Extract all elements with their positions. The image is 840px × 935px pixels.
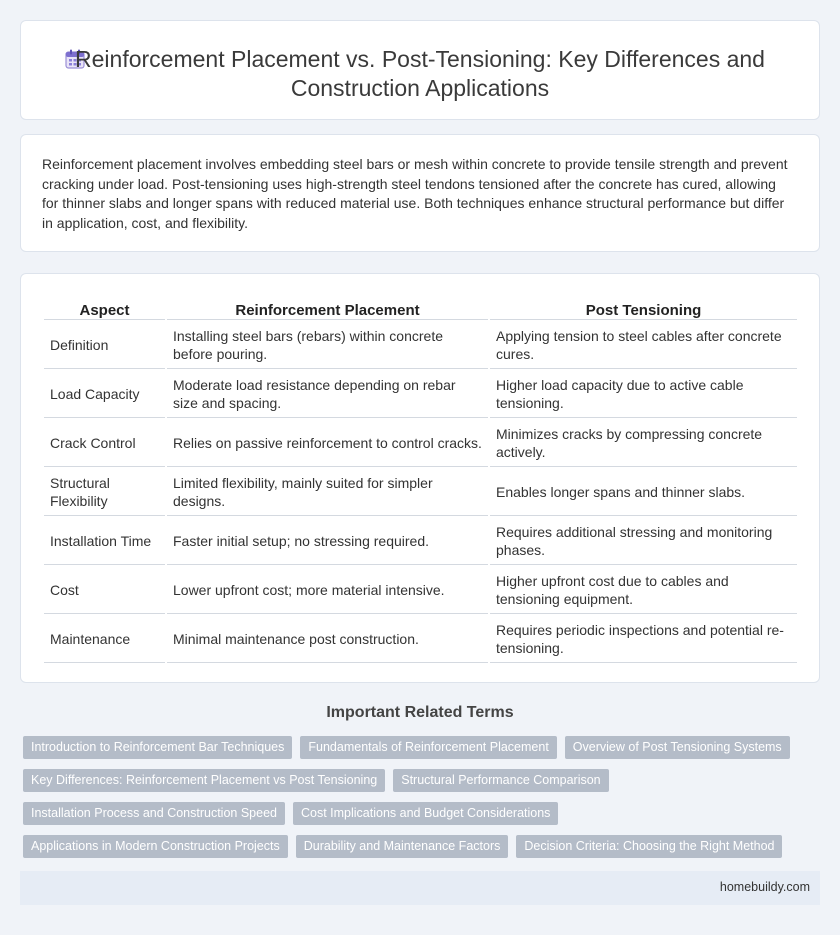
cell-reinforcement: Relies on passive reinforcement to control cracks. (167, 420, 488, 467)
table-row (44, 371, 797, 418)
related-term-tag[interactable]: Key Differences: Reinforcement Placement vs Post Tensioning (23, 769, 385, 792)
related-term-tag[interactable]: Introduction to Reinforcement Bar Techniques (23, 736, 292, 759)
cell-aspect: Installation Time (44, 518, 165, 565)
table-row (44, 518, 797, 565)
related-term-tag[interactable]: Overview of Post Tensioning Systems (565, 736, 790, 759)
header-post-tensioning: Post Tensioning (490, 298, 797, 320)
related-terms-list (23, 736, 813, 858)
header-card (20, 20, 820, 120)
related-term-tag[interactable]: Durability and Maintenance Factors (296, 835, 509, 858)
table-row (44, 567, 797, 614)
related-terms-title: Important Related Terms (326, 704, 514, 721)
cell-aspect: Crack Control (44, 420, 165, 467)
cell-post-tensioning: Enables longer spans and thinner slabs. (490, 469, 797, 516)
table-row (44, 420, 797, 467)
cell-post-tensioning: Higher load capacity due to active cable tensioning. (490, 371, 797, 418)
cell-reinforcement: Minimal maintenance post construction. (167, 616, 488, 663)
cell-aspect: Structural Flexibility (44, 469, 165, 516)
table-header-row (44, 298, 797, 320)
related-term-tag[interactable]: Installation Process and Construction Speed (23, 802, 285, 825)
cell-reinforcement: Lower upfront cost; more material intensive. (167, 567, 488, 614)
related-term-tag[interactable]: Fundamentals of Reinforcement Placement (300, 736, 556, 759)
comparison-card (20, 273, 820, 683)
table-row (44, 616, 797, 663)
intro-paragraph: Reinforcement placement involves embedding steel bars or mesh within concrete to provide tensile strength and prevent cracking under load. Post-tensioning uses high-strength steel tendons tensioned after the concrete has cured, allowing for thinner slabs and longer spans with reduced material use. Both techniques enhance structural performance but differ in application, cost, and flexibility. (42, 156, 788, 231)
cell-post-tensioning: Applying tension to steel cables after concrete cures. (490, 322, 797, 369)
cell-post-tensioning: Higher upfront cost due to cables and tensioning equipment. (490, 567, 797, 614)
cell-aspect: Maintenance (44, 616, 165, 663)
header-reinforcement: Reinforcement Placement (167, 298, 488, 320)
cell-aspect: Definition (44, 322, 165, 369)
intro-card (20, 134, 820, 252)
related-term-tag[interactable]: Cost Implications and Budget Considerations (293, 802, 558, 825)
cell-reinforcement: Faster initial setup; no stressing required. (167, 518, 488, 565)
cell-aspect: Load Capacity (44, 371, 165, 418)
cell-post-tensioning: Requires additional stressing and monitoring phases. (490, 518, 797, 565)
cell-reinforcement: Installing steel bars (rebars) within concrete before pouring. (167, 322, 488, 369)
cell-post-tensioning: Minimizes cracks by compressing concrete actively. (490, 420, 797, 467)
header-aspect: Aspect (44, 298, 165, 320)
cell-reinforcement: Moderate load resistance depending on rebar size and spacing. (167, 371, 488, 418)
table-row (44, 469, 797, 516)
comparison-table (42, 296, 799, 665)
footer-site-link[interactable]: homebuildy.com (719, 880, 810, 894)
footer (20, 871, 820, 905)
cell-post-tensioning: Requires periodic inspections and potential re-tensioning. (490, 616, 797, 663)
cell-reinforcement: Limited flexibility, mainly suited for simpler designs. (167, 469, 488, 516)
cell-aspect: Cost (44, 567, 165, 614)
related-term-tag[interactable]: Structural Performance Comparison (393, 769, 608, 792)
page-title: Reinforcement Placement vs. Post-Tensioning: Key Differences and Construction Applications (75, 46, 765, 101)
table-row (44, 322, 797, 369)
related-term-tag[interactable]: Applications in Modern Construction Projects (23, 835, 288, 858)
related-term-tag[interactable]: Decision Criteria: Choosing the Right Method (516, 835, 782, 858)
